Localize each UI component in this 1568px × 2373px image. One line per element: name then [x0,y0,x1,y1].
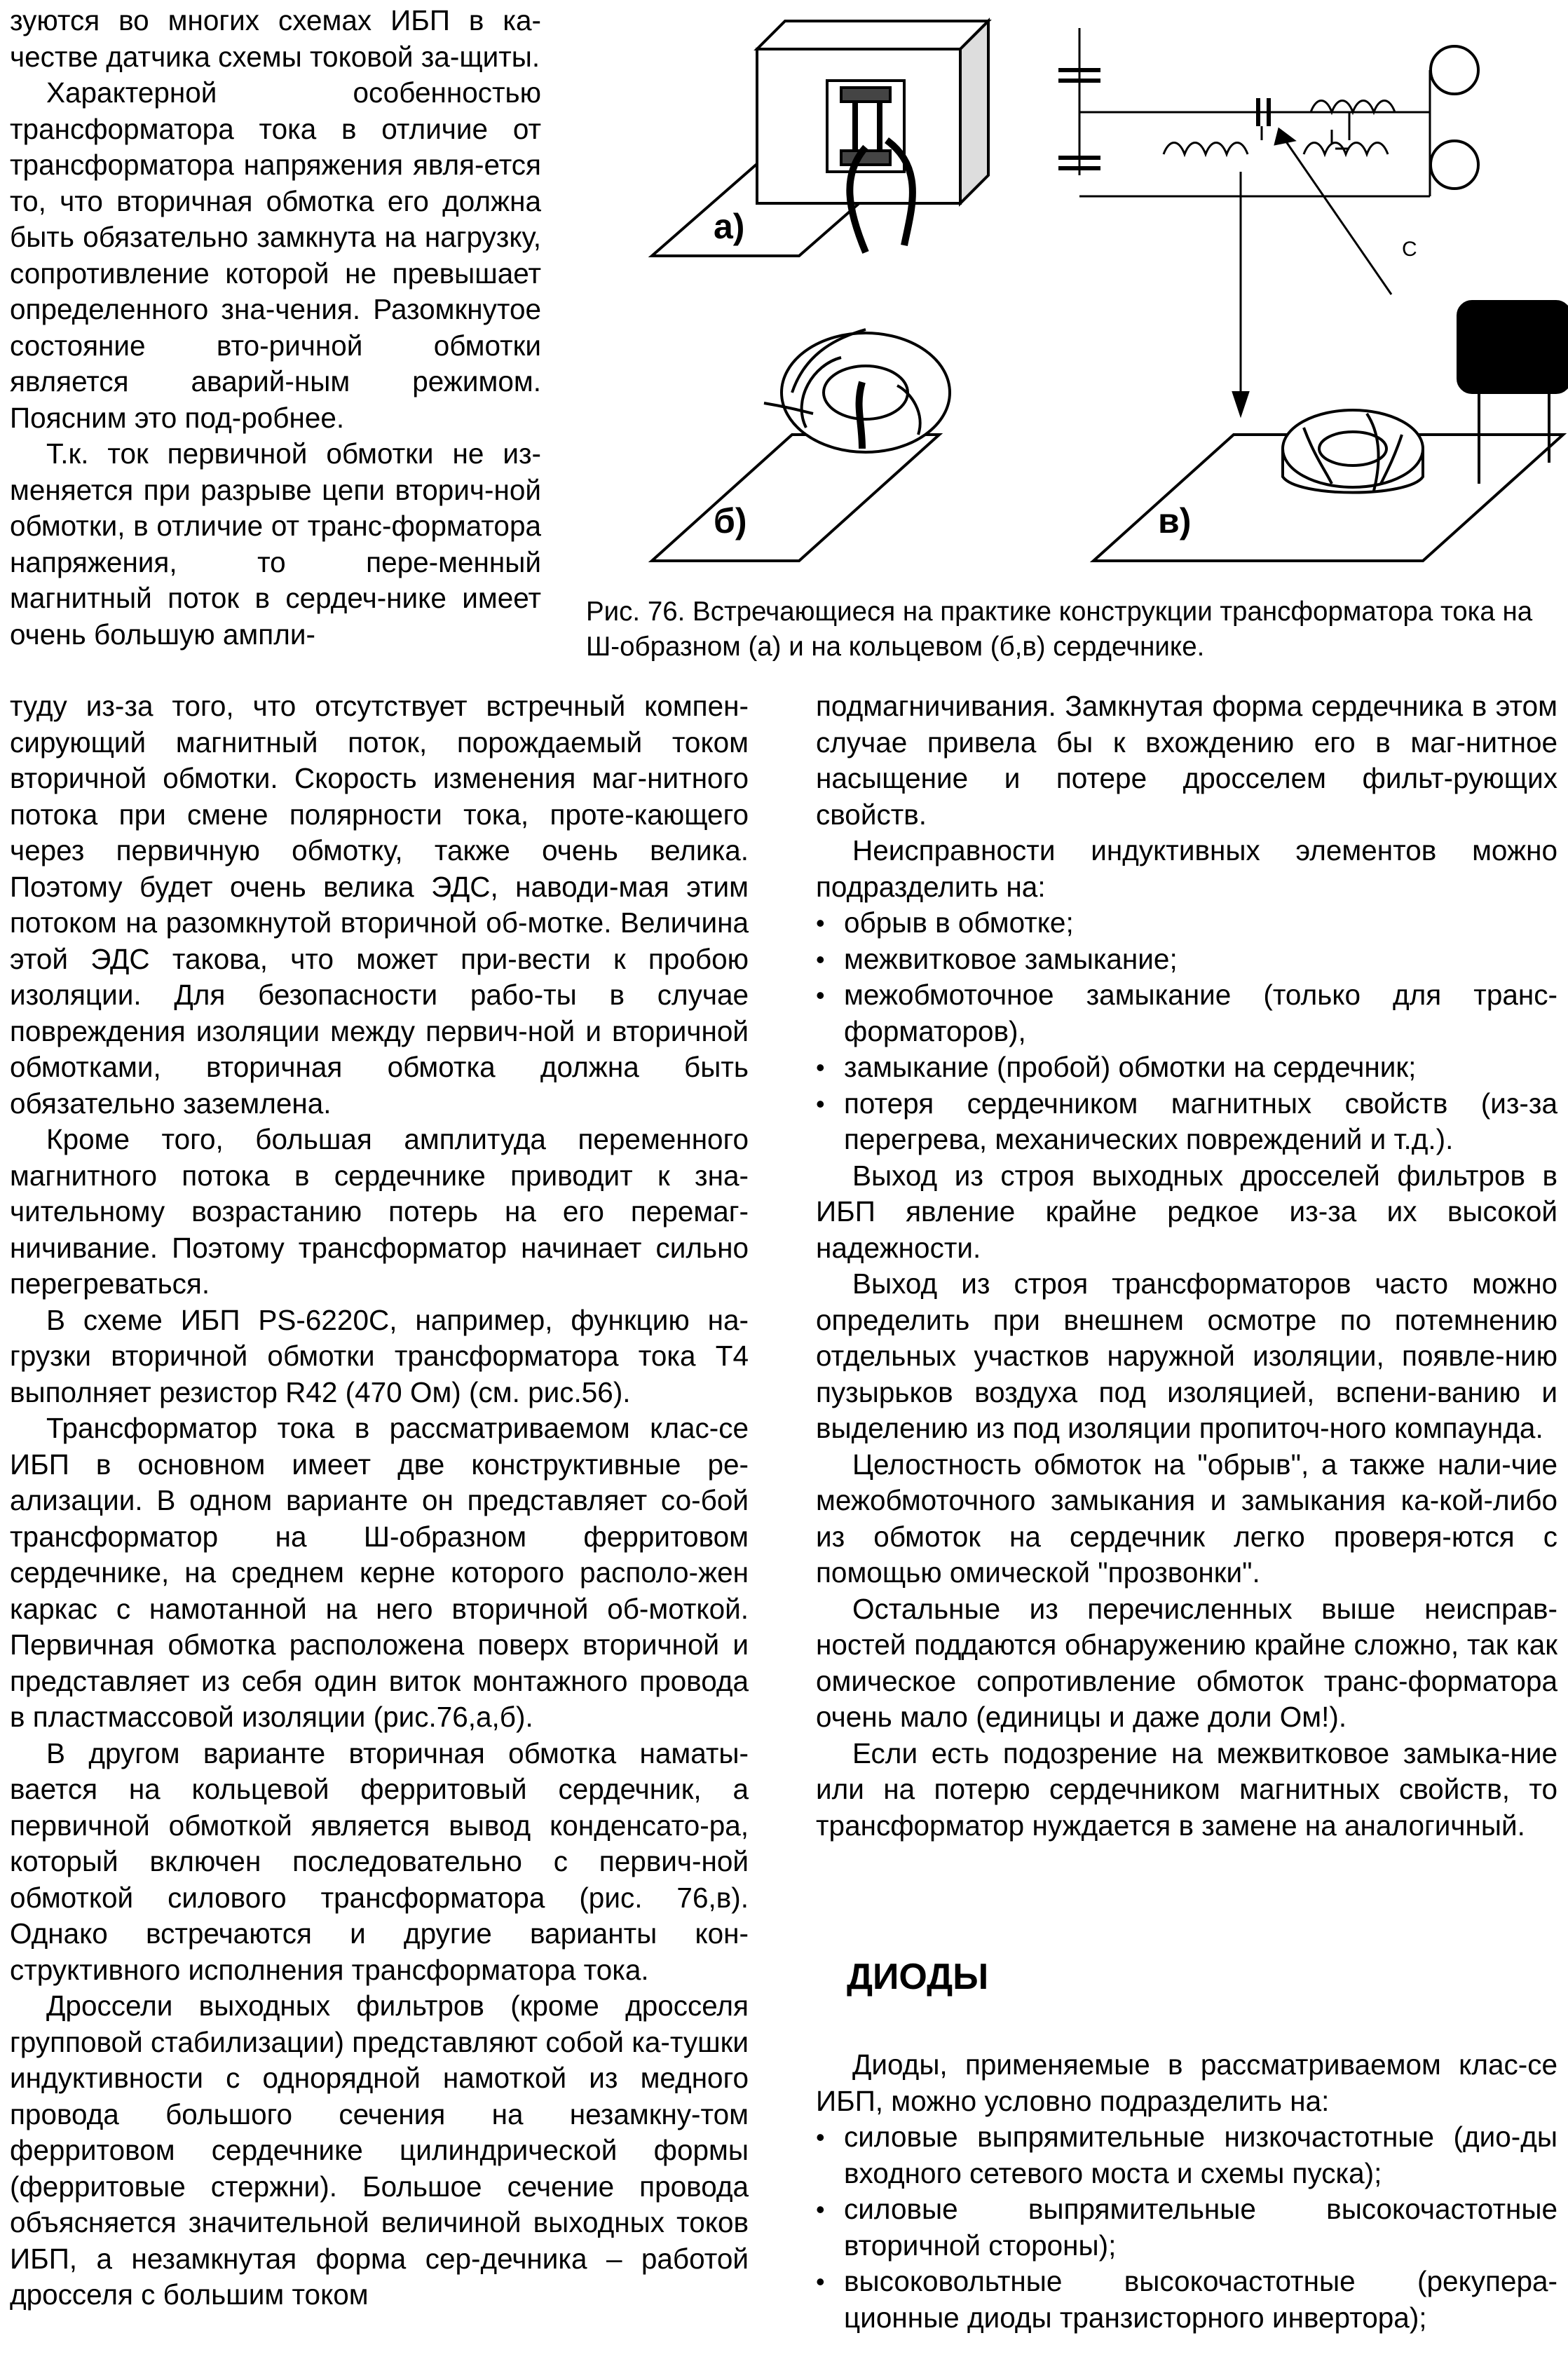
paragraph: Кроме того, большая амплитуда переменного магнитного потока в сердечнике приводит к зна-чительному возрастанию потерь на его перемаг-ничивание. Поэтому трансформатор начинает сильно перегреваться. [10,1123,749,1300]
paragraph: Выход из строя выходных дросселей фильтров в ИБП явление крайне редкое из-за их высокой надежности. [816,1159,1557,1264]
paragraph: зуются во многих схемах ИБП в ка-честве датчика схемы токовой за-щиты. [10,4,541,73]
figure-panel-a [652,21,988,256]
list-item [816,2119,1557,2191]
bullet-icon: • [816,2267,825,2296]
bullet-icon: • [816,1053,825,1082]
list-item [816,2264,1557,2336]
left-column-top [10,3,541,653]
diode-types-list [816,2119,1557,2336]
paragraph: Дроссели выходных фильтров (кроме дросселя групповой стабилизации) представляют собой ка-тушки индуктивности с однорядной намоткой из медного провода большого сечения на незамкну-том ферритовом сердечнике цилиндрической формы (ферритовые стержни). Большое сечение провода объясняется значительной величиной выходных токов ИБП, а незамкнутая форма сер-дечника – работой дросселя с большим током [10,1990,749,2311]
capacitor-label: С [1402,238,1417,261]
paragraph: Характерной особенностью трансформатора тока в отличие от трансформатора напряжения явля-ется то, что вторичная обмотка его должна быть обязательно замкнута на нагрузку, сопротивление которой не превышает определенного зна-чения. Разомкнутое состояние вто-ричной обмотки является аварий-ным режимом. Поясним это под-робнее. [10,76,541,434]
bullet-icon: • [816,2195,825,2224]
list-item-text: потеря сердечником магнитных свойств (из-за перегрева, механических повреждений и т.д.). [844,1087,1557,1155]
figure-panel-c-circuit [1058,28,1478,414]
list-item [816,977,1557,1049]
label-c: в) [1158,501,1192,540]
list-item-text: обрыв в обмотке; [844,906,1074,939]
figure-panel-b [652,329,950,561]
list-item-text: межвитковое замыкание; [844,942,1178,975]
bullet-icon: • [816,944,825,974]
list-item-text: силовые выпрямительные высокочастотные вторичной стороны); [844,2193,1557,2262]
diodes-section [816,2047,1557,2336]
paragraph: Остальные из перечисленных выше неисправ-ностей поддаются обнаружению крайне сложно, так как омическое сопротивление обмоток транс-форматора очень мало (единицы и даже доли Ом!). [816,1592,1557,1733]
left-column-bottom [10,688,749,2313]
bullet-icon: • [816,1089,825,1118]
list-item [816,1086,1557,1158]
paragraph: Выход из строя трансформаторов часто можно определить при внешнем осмотре по потемнению отдельных участков наружной изоляции, появле-нию пузырьков воздуха под изоляцией, вспени-ванию и выделению из под изоляции пропиточ-ного компаунда. [816,1267,1557,1444]
list-item-text: межобмоточное замыкание (только для транс-форматоров), [844,979,1557,1047]
list-item [816,905,1557,941]
faults-list [816,905,1557,1158]
figure-caption: Рис. 76. Встречающиеся на практике конструкции трансформатора тока на Ш-образном (а) и на кольцевом (б,в) сердечнике. [586,597,1533,662]
list-item [816,1049,1557,1086]
figure-76-current-transformers [631,0,1568,582]
label-a: а) [714,207,745,246]
paragraph: В другом варианте вторичная обмотка наматы-вается на кольцевой ферритовый сердечник, а первичной обмоткой является вывод конденсато-ра, который включен последовательно с первич-ной обмоткой силового трансформатора (рис. 76,в). Однако встречаются и другие варианты кон-структивного исполнения трансформатора тока. [10,1736,749,1986]
list-item [816,2191,1557,2264]
list-item-text: силовые выпрямительные низкочастотные (дио-ды входного сетевого моста и схемы пуска); [844,2121,1557,2189]
label-b: б) [714,501,747,540]
paragraph: Если есть подозрение на межвитковое замыка-ние или на потерю сердечником магнитных свойств, то трансформатор нуждается в замене на аналогичный. [816,1736,1557,1842]
bullet-icon: • [816,981,825,1009]
list-item-text: замыкание (пробой) обмотки на сердечник; [844,1051,1417,1083]
right-column [816,688,1557,1844]
paragraph: туду из-за того, что отсутствует встречный компен-сирующий магнитный поток, порождаемый током вторичной обмотки. Скорость изменения маг-нитного потока при смене полярности тока, проте-кающего через первичную обмотку, также очень велика. Поэтому будет очень велика ЭДС, наводи-мая этим потоком на разомкнутой вторичной об-мотке. Величина этой ЭДС такова, что может при-вести к пробою изоляции. Для безопасности рабо-ты в случае повреждения изоляции между первич-ной и вторичной обмотками, вторичная обмотка должна быть обязательно заземлена. [10,690,749,1120]
paragraph: Неисправности индуктивных элементов можно подразделить на: [816,834,1557,903]
paragraph: подмагничивания. Замкнутая форма сердечника в этом случае привела бы к вхождению его в маг-нитное насыщение и потере дросселем фильт-рующих свойств. [816,690,1557,831]
paragraph: Целостность обмоток на "обрыв", а также нали-чие межобмоточного замыкания и замыкания ка-кой-либо из обмоток на сердечник легко проверя-ются с помощью омической "прозвонки". [816,1448,1557,1589]
bullet-icon: • [816,909,825,937]
list-item [816,941,1557,978]
paragraph: В схеме ИБП PS-6220C, например, функцию на-грузки вторичной обмотки трансформатора тока T4 выполняет резистор R42 (470 Ом) (см. рис.56). [10,1303,749,1408]
bullet-icon: • [816,2123,825,2151]
list-item-text: высоковольтные высокочастотные (рекупера-ционные диоды транзисторного инвертора); [844,2265,1557,2334]
diodes-intro: Диоды, применяемые в рассматриваемом клас-се ИБП, можно условно подразделить на: [816,2048,1557,2117]
paragraph: Трансформатор тока в рассматриваемом клас-се ИБП в основном имеет две конструктивные ре-ализации. В одном варианте он представляет со-бой трансформатор на Ш-образном ферритовом сердечнике, на среднем керне которого располо-жен каркас с намотанной на него вторичной об-моткой. Первичная обмотка расположена поверх вторичной и представляет из себя один виток монтажного провода в пластмассовой изоляции (рис.76,а,б). [10,1412,749,1733]
section-heading: ДИОДЫ [847,1957,989,1997]
paragraph: Т.к. ток первичной обмотки не из-меняется при разрыве цепи вторич-ной обмотки, в отличие от транс-форматора напряжения, то пере-менный магнитный поток в сердеч-нике имеет очень большую ампли- [10,437,541,651]
